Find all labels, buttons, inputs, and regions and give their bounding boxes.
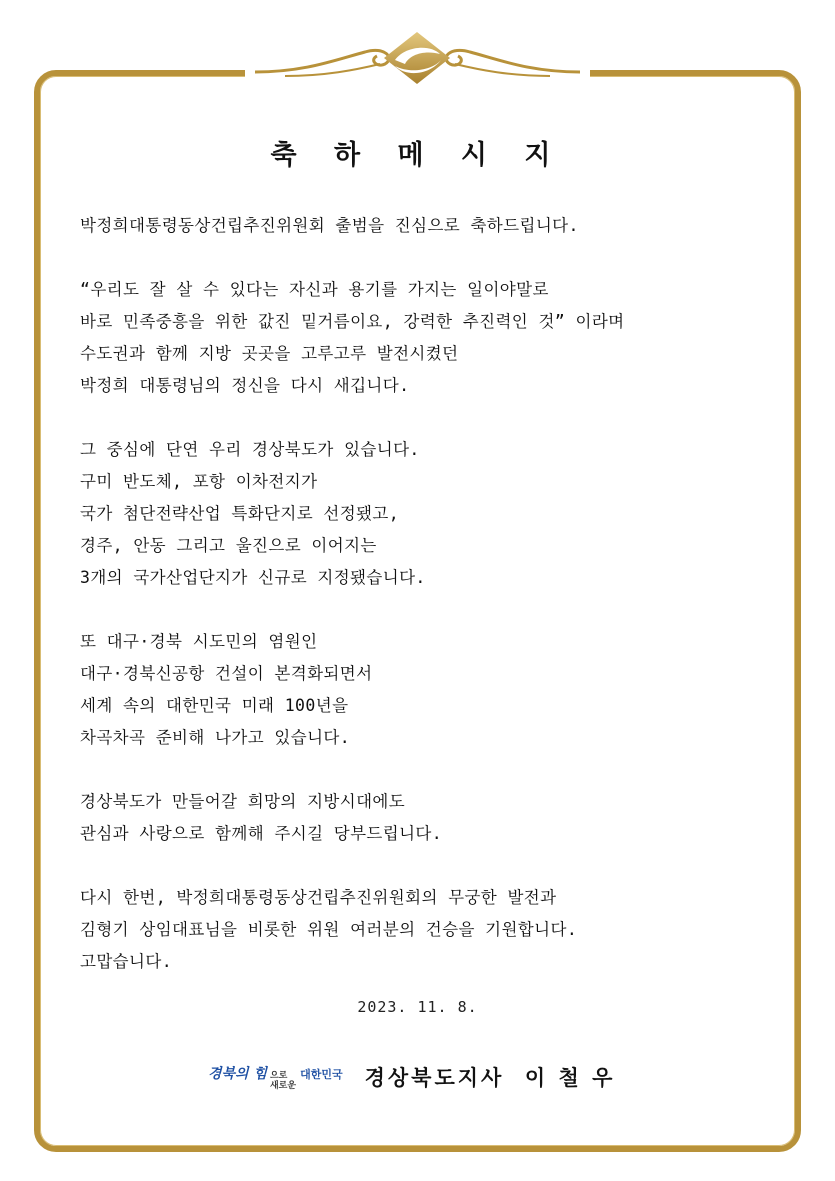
text-line: 경상북도가 만들어갈 희망의 지방시대에도 xyxy=(80,792,406,811)
paragraph-2 xyxy=(80,274,770,402)
text-line: 박정희대통령동상건립추진위원회 출범을 진심으로 축하드립니다. xyxy=(80,216,579,235)
text-line: 대구·경북신공항 건설이 본격화되면서 xyxy=(80,664,373,683)
paragraph-1 xyxy=(80,210,770,242)
paragraph-5 xyxy=(80,786,770,850)
paragraph-4 xyxy=(80,626,770,754)
text-line: 구미 반도체, 포항 이차전지가 xyxy=(80,472,318,491)
message-body xyxy=(80,210,770,1010)
paragraph-6 xyxy=(80,882,770,978)
text-line: 관심과 사랑으로 함께해 주시길 당부드립니다. xyxy=(80,824,443,843)
text-line: 세계 속의 대한민국 미래 100년을 xyxy=(80,696,349,715)
text-line: 그 중심에 단연 우리 경상북도가 있습니다. xyxy=(80,440,420,459)
page-title: 축 하 메 시 지 xyxy=(270,140,565,171)
text-line: 고맙습니다. xyxy=(80,952,173,971)
gold-ornament-icon xyxy=(245,30,590,90)
text-line: 박정희 대통령님의 정신을 다시 새깁니다. xyxy=(80,376,410,395)
slogan-sub-1: 으로 xyxy=(269,1071,288,1081)
text-line: “우리도 잘 살 수 있다는 자신과 용기를 가지는 일이야말로 xyxy=(80,280,549,299)
text-line: 수도권과 함께 지방 곳곳을 고루고루 발전시켰던 xyxy=(80,344,459,363)
date: 2023. 11. 8. xyxy=(357,998,478,1016)
text-line: 경주, 안동 그리고 울진으로 이어지는 xyxy=(80,536,377,555)
text-line: 국가 첨단전략산업 특화단지로 선정됐고, xyxy=(80,504,400,523)
text-line: 차곡차곡 준비해 나가고 있습니다. xyxy=(80,728,351,747)
text-line: 바로 민족중흥을 위한 값진 밑거름이요, 강력한 추진력인 것” 이라며 xyxy=(80,312,625,331)
slogan-sub-2: 새로운 xyxy=(269,1081,297,1091)
slogan-sub xyxy=(270,1071,296,1091)
signer-name: 경상북도지사 이 철 우 xyxy=(364,1065,616,1090)
slogan-end: 대한민국 xyxy=(300,1068,343,1081)
paragraph-3 xyxy=(80,434,770,594)
text-line: 또 대구·경북 시도민의 염원인 xyxy=(80,632,318,651)
signature-row xyxy=(208,1062,615,1092)
slogan-main: 경북의 힘 xyxy=(208,1066,267,1082)
text-line: 다시 한번, 박정희대통령동상건립추진위원회의 무궁한 발전과 xyxy=(80,888,557,907)
slogan-logo xyxy=(208,1063,343,1091)
text-line: 3개의 국가산업단지가 신규로 지정됐습니다. xyxy=(80,568,426,587)
text-line: 김형기 상임대표님을 비롯한 위원 여러분의 건승을 기원합니다. xyxy=(80,920,578,939)
